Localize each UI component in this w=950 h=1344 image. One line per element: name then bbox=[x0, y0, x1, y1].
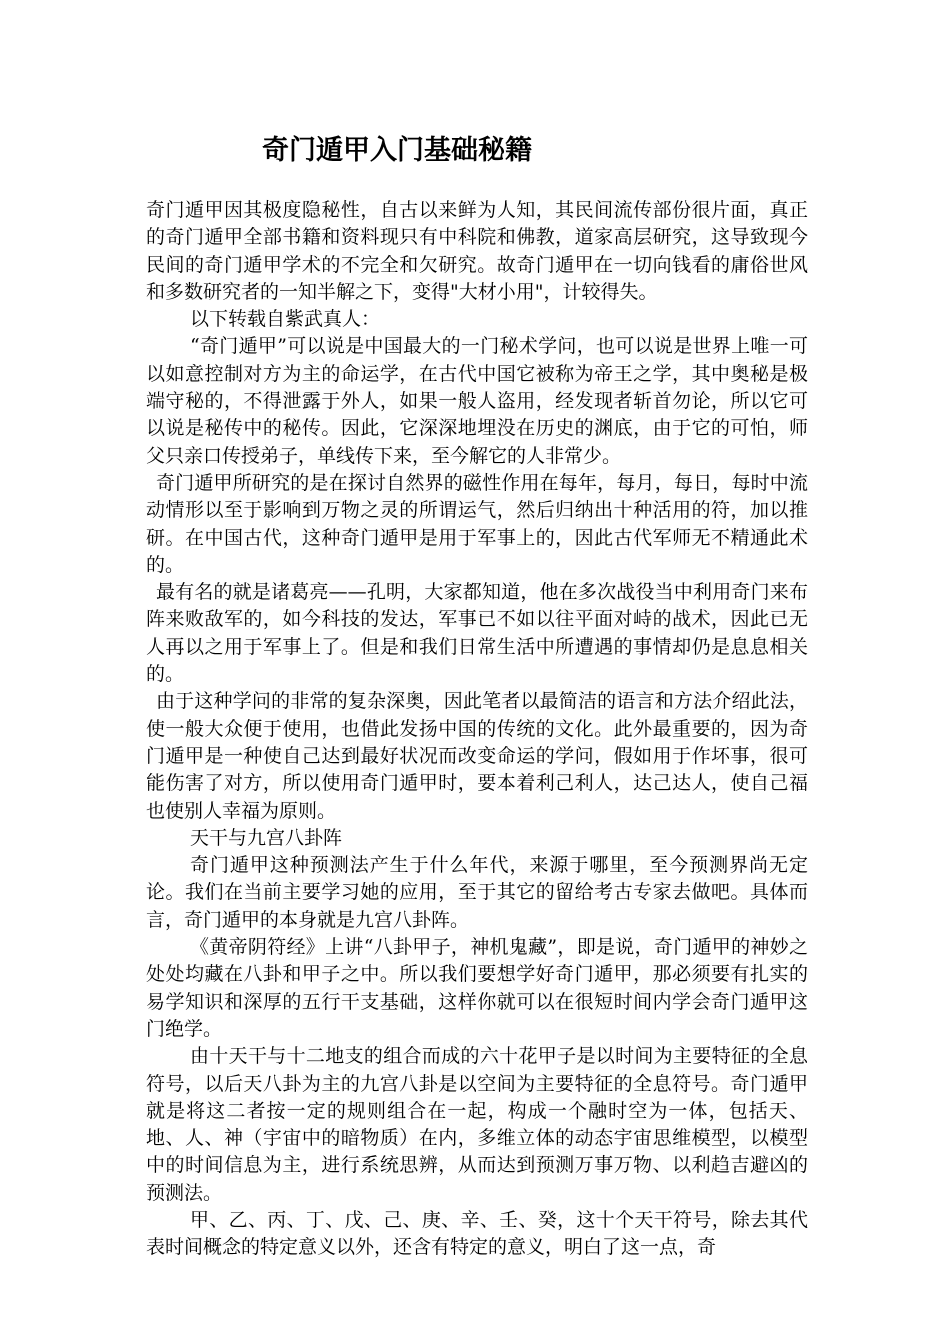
paragraph-research-scope: 奇门遁甲所研究的是在探讨自然界的磁性作用在每年，每月，每日，每时中流动情形以至于影响到万物之灵的所谓运气，然后归纳出十种活用的符，加以推研。在中国古代，这种奇门遁甲是用于军事上的，因此古代军师无不精通此术的。 bbox=[146, 471, 808, 576]
paragraph-purpose: 由于这种学问的非常的复杂深奥，因此笔者以最简洁的语言和方法介绍此法，使一般大众便于使用，也借此发扬中国的传统的文化。此外最重要的，因为奇门遁甲是一种使自己达到最好状况而改变命运的学问，假如用于作坏事，很可能伤害了对方，所以使用奇门遁甲时，要本着利己利人，达己达人，使自己福也使别人幸福为原则。 bbox=[146, 690, 808, 822]
paragraph-yinfujing: 《黄帝阴符经》上讲“八卦甲子，神机鬼藏”，即是说，奇门遁甲的神妙之处处均藏在八卦和甲子之中。所以我们要想学好奇门遁甲，那必须要有扎实的易学知识和深厚的五行干支基础，这样你就可以在很短时间内学会奇门遁甲这门绝学。 bbox=[146, 936, 808, 1040]
section-heading-tiangan: 天干与九宫八卦阵 bbox=[190, 826, 343, 849]
paragraph-zhuge-liang: 最有名的就是诸葛亮——孔明，大家都知道，他在多次战役当中利用奇门来布阵来败敌军的，如今科技的发达，军事已不如以往平面对峙的战术，因此已无人再以之用于军事上了。但是和我们日常生活中所遭遇的事情却仍是息息相关的。 bbox=[146, 581, 808, 686]
paragraph-ten-stems: 甲、乙、丙、丁、戊、己、庚、辛、壬、癸，这十个天干符号，除去其代表时间概念的特定意义以外，还含有特定的意义，明白了这一点，奇 bbox=[146, 1208, 808, 1259]
paragraph-sixty-jiazi: 由十天干与十二地支的组合而成的六十花甲子是以时间为主要特征的全息符号，以后天八卦为主的九宫八卦是以空间为主要特征的全息符号。奇门遁甲就是将这二者按一定的规则组合在一起，构成一个融时空为一体，包括天、地、人、神（宇宙中的暗物质）在内，多维立体的动态宇宙思维模型，以模型中的时间信息为主，进行系统思辨，从而达到预测万事万物、以利趋吉避凶的预测法。 bbox=[146, 1045, 808, 1204]
page-title: 奇门遁甲入门基础秘籍 bbox=[262, 135, 532, 166]
paragraph-qimen-definition: “奇门遁甲”可以说是中国最大的一门秘术学问，也可以说是世界上唯一可以如意控制对方为主的命运学，在古代中国它被称为帝王之学，其中奥秘是极端守秘的，不得泄露于外人，如果一般人盗用，经发现者斩首勿论，所以它可以说是秘传中的秘传。因此，它深深地埋没在历史的渊底，由于它的可怕，师父只亲口传授弟子，单线传下来，至今解它的人非常少。 bbox=[146, 335, 808, 467]
paragraph-intro: 奇门遁甲因其极度隐秘性，自古以来鲜为人知，其民间流传部份很片面，真正的奇门遁甲全部书籍和资料现只有中科院和佛教，道家高层研究，这导致现今民间的奇门遁甲学术的不完全和欠研究。故奇门遁甲在一切向钱看的庸俗世风和多数研究者的一知半解之下，变得"大材小用"，计较得失。 bbox=[146, 199, 808, 303]
paragraph-source-note: 以下转载自紫武真人： bbox=[190, 308, 381, 331]
paragraph-origin: 奇门遁甲这种预测法产生于什么年代，来源于哪里，至今预测界尚无定论。我们在当前主要学习她的应用，至于其它的留给考古专家去做吧。具体而言，奇门遁甲的本身就是九宫八卦阵。 bbox=[146, 854, 808, 931]
document-body bbox=[146, 197, 808, 1262]
